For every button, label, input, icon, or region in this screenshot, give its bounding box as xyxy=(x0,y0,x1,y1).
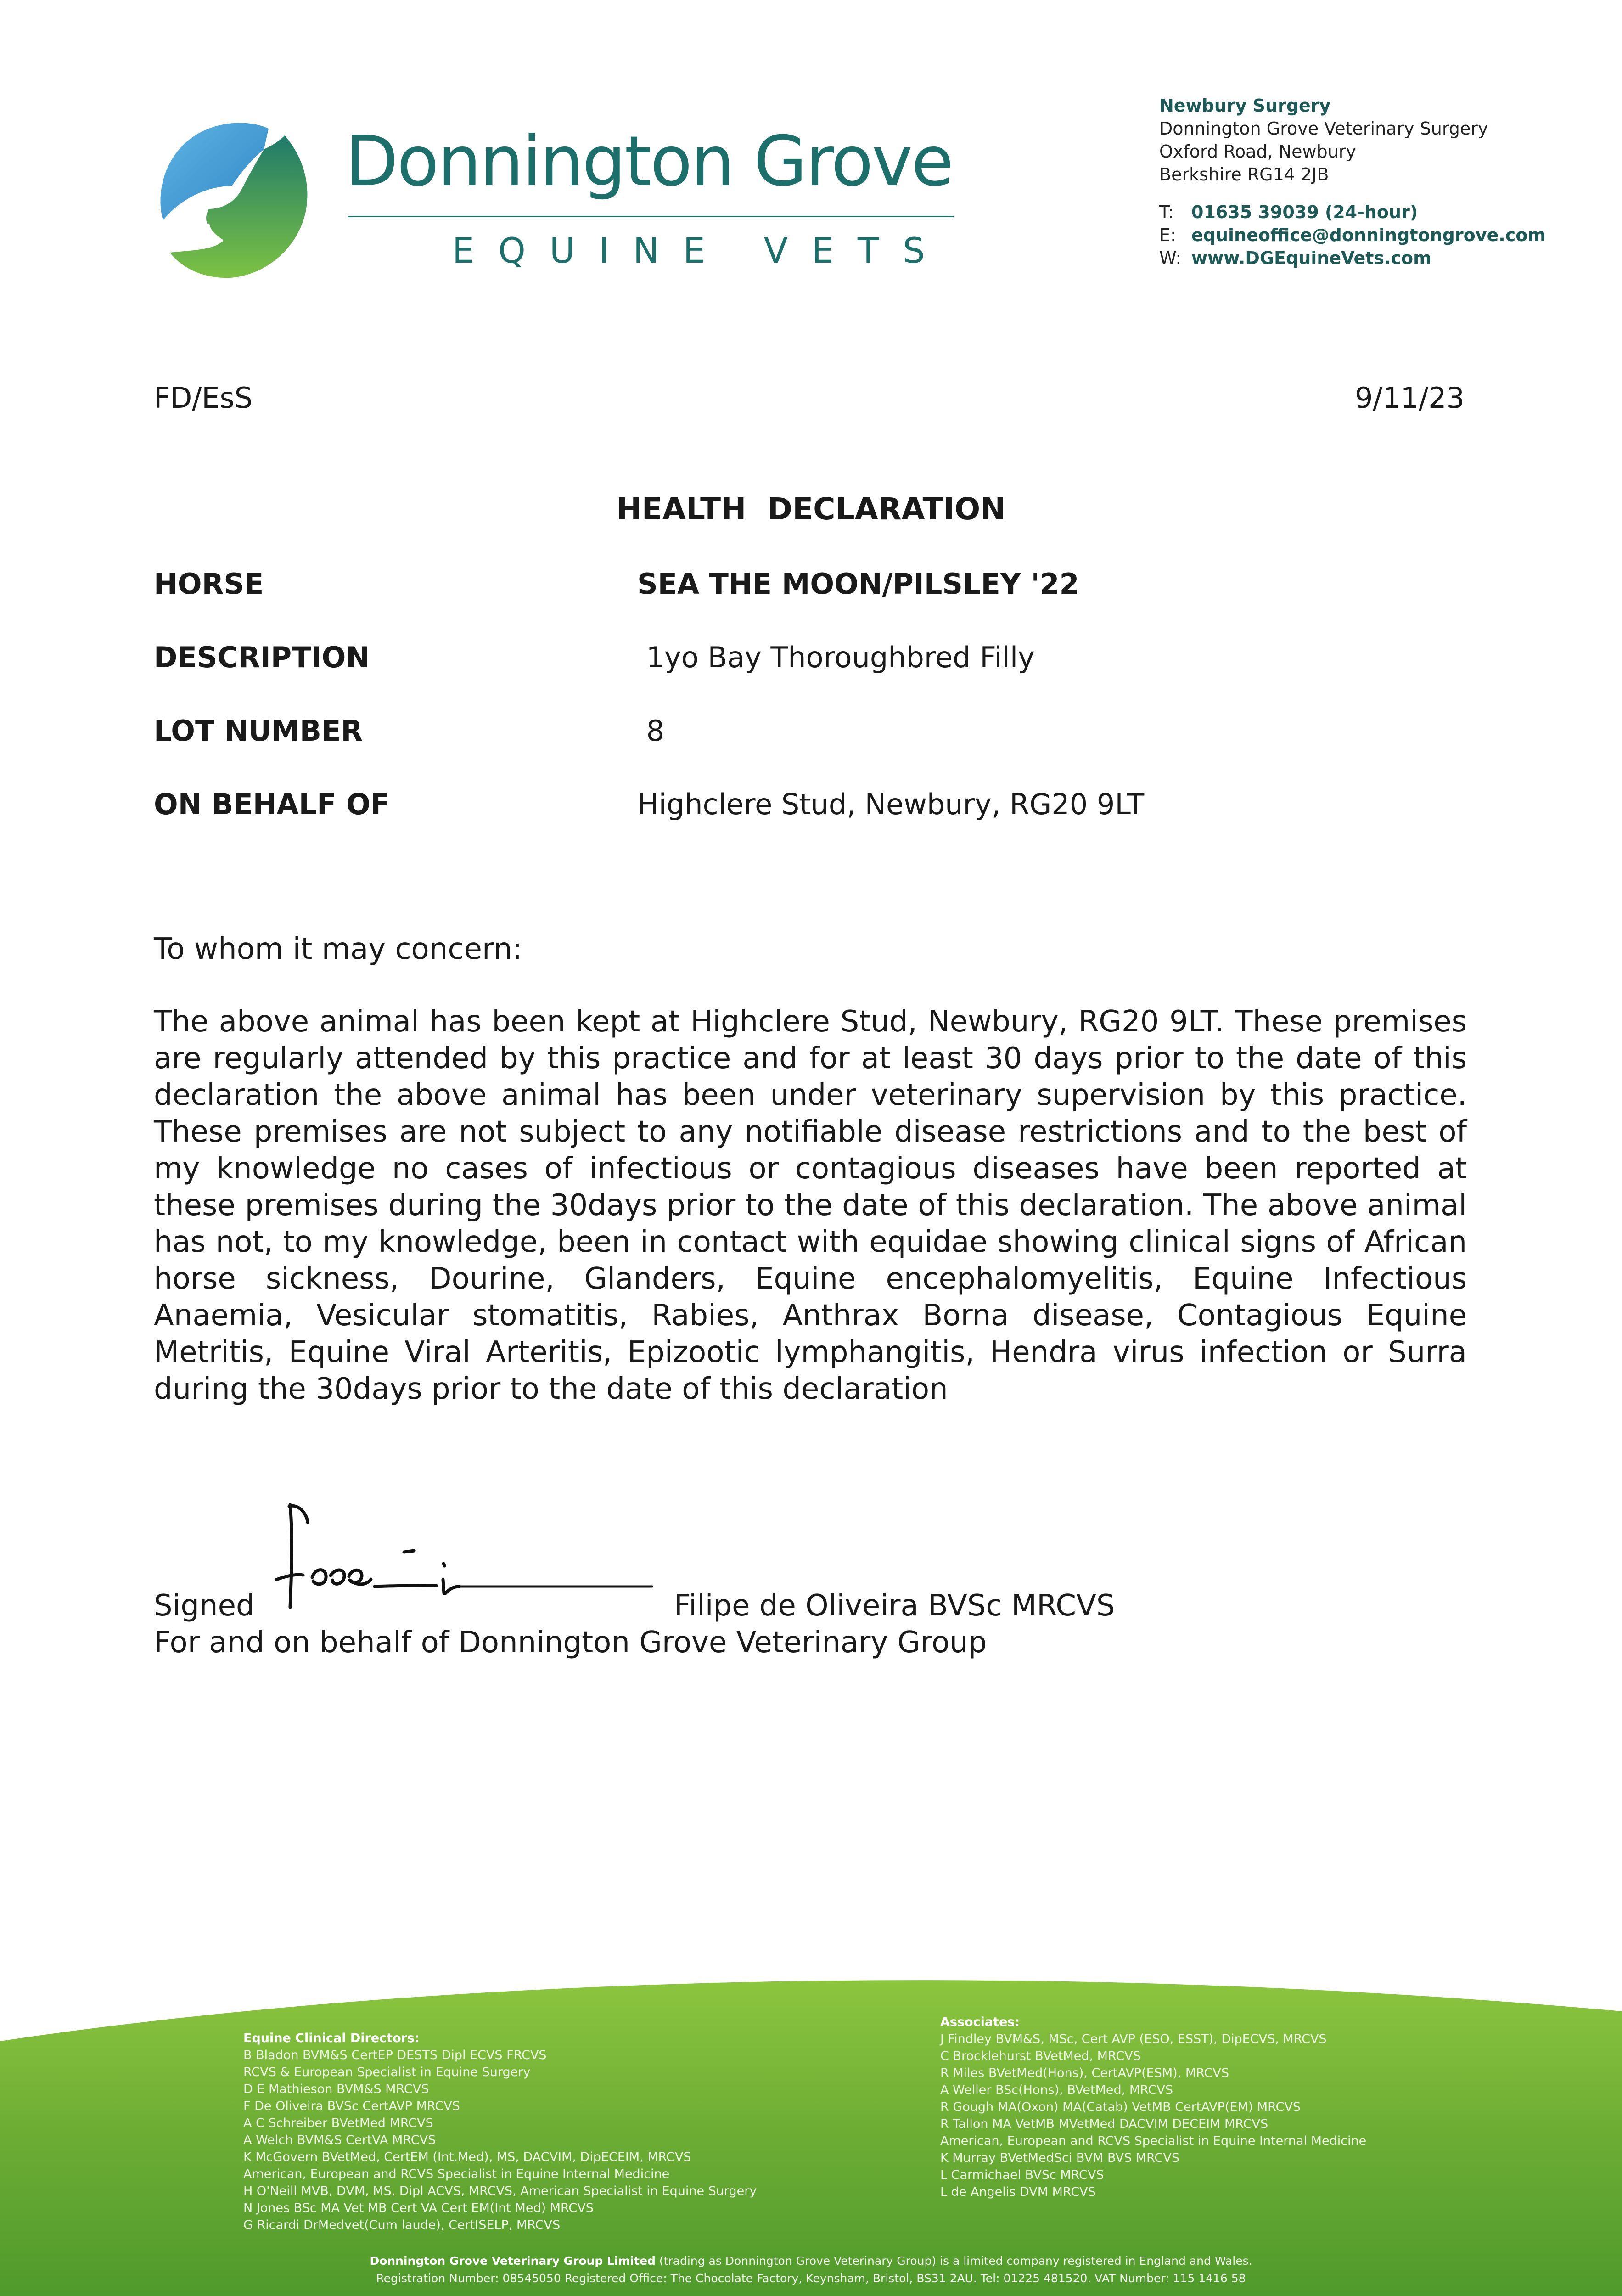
director-entry: A Welch BVM&S CertVA MRCVS xyxy=(243,2133,436,2147)
associates-heading: Associates: xyxy=(940,2015,1020,2029)
salutation: To whom it may concern: xyxy=(154,932,522,966)
director-entry: B Bladon BVM&S CertEP DESTS Dipl ECVS FRCVS xyxy=(243,2048,547,2062)
company-line xyxy=(0,2252,1622,2270)
web-label: W: xyxy=(1159,248,1182,268)
handwritten-signature xyxy=(271,1495,657,1623)
director-entry: D E Mathieson BVM&S MRCVS xyxy=(243,2082,429,2096)
signed-label: Signed xyxy=(154,1589,255,1623)
document-title xyxy=(0,491,1622,527)
detail-label: HORSE xyxy=(154,567,264,601)
detail-value: SEA THE MOON/PILSLEY '22 xyxy=(637,567,1079,601)
associate-entry: L de Angelis DVM MRCVS xyxy=(940,2185,1096,2199)
detail-row-lot-number xyxy=(154,714,1467,788)
associate-entry: K Murray BVetMedSci BVM BVS MRCVS xyxy=(940,2151,1180,2165)
associate-entry: J Findley BVM&S, MSc, Cert AVP (ESO, ESST), DipECVS, MRCVS xyxy=(940,2032,1327,2046)
detail-label: ON BEHALF OF xyxy=(154,788,390,821)
detail-label: DESCRIPTION xyxy=(154,641,370,674)
associate-entry: R Tallon MA VetMB MVetMed DACVIM DECEIM MRCVS xyxy=(940,2117,1268,2131)
director-entry: N Jones BSc MA Vet MB Cert VA Cert EM(Int Med) MRCVS xyxy=(243,2201,594,2215)
on-behalf-line: For and on behalf of Donnington Grove Veterinary Group xyxy=(154,1626,987,1660)
director-entry: F De Oliveira BVSc CertAVP MRCVS xyxy=(243,2099,460,2113)
director-entry: K McGovern BVetMed, CertEM (Int.Med), MS, DACVIM, DipECEIM, MRCVS xyxy=(243,2150,691,2164)
email-link[interactable]: equineoffice@donningtongrove.com xyxy=(1191,225,1546,245)
email-label: E: xyxy=(1159,225,1176,245)
detail-row-description xyxy=(154,641,1467,714)
associate-entry: R Miles BVetMed(Hons), CertAVP(ESM), MRCVS xyxy=(940,2066,1229,2080)
reference-code: FD/EsS xyxy=(154,381,253,415)
address-line: Donnington Grove Veterinary Surgery xyxy=(1159,118,1488,139)
director-entry: American, European and RCVS Specialist in Equine Internal Medicine xyxy=(243,2167,670,2181)
associates-list xyxy=(940,2014,1366,2200)
brand-divider xyxy=(348,216,954,217)
document-title-text: HEALTH DECLARATION xyxy=(616,491,1006,527)
detail-value: 8 xyxy=(637,714,665,748)
detail-value: Highclere Stud, Newbury, RG20 9LT xyxy=(637,788,1145,821)
website-link[interactable]: www.DGEquineVets.com xyxy=(1191,248,1431,268)
company-line-text: (trading as Donnington Grove Veterinary Group) is a limited company registered in England and Wales. xyxy=(655,2254,1252,2268)
declaration-body: The above animal has been kept at Highclere Stud, Newbury, RG20 9LT. These premises are regularly attended by this practice and for at least 30 days prior to the date of this declaration the above animal has been under veterinary supervision by this practice. These premises are not subject to any notifiable disease restrictions and to the best of my knowledge no cases of infectious or contagious diseases have been reported at these premises during the 30days prior to the date of this declaration. The above animal has not, to my knowledge, been in contact with equidae showing clinical signs of African horse sickness, Dourine, Glanders, Equine encephalomyelitis, Equine Infectious Anaemia, Vesicular stomatitis, Rabies, Anthrax Borna disease, Contagious Equine Metritis, Equine Viral Arteritis, Epizootic lymphangitis, Hendra virus infection or Surra during the 30days prior to the date of this declaration xyxy=(154,1005,1467,1406)
detail-row-horse xyxy=(154,567,1467,641)
brand-tagline: EQUINE VETS xyxy=(452,230,949,271)
legal-notice xyxy=(0,2252,1622,2287)
surgery-name: Newbury Surgery xyxy=(1159,96,1331,116)
web-row xyxy=(1159,247,1546,270)
detail-label: LOT NUMBER xyxy=(154,714,363,748)
address-line: Oxford Road, Newbury xyxy=(1159,141,1356,162)
telephone-label: T: xyxy=(1159,202,1174,222)
associate-entry: A Weller BSc(Hons), BVetMed, MRCVS xyxy=(940,2083,1173,2097)
associate-entry: C Brocklehurst BVetMed, MRCVS xyxy=(940,2049,1141,2063)
document-date: 9/11/23 xyxy=(1354,381,1465,415)
director-entry: H O'Neill MVB, DVM, MS, Dipl ACVS, MRCVS, American Specialist in Equine Surgery xyxy=(243,2184,757,2198)
directors-list xyxy=(243,2030,757,2234)
brand-name: Donnington Grove xyxy=(345,122,953,202)
director-entry: RCVS & European Specialist in Equine Surgery xyxy=(243,2065,531,2079)
associate-entry: R Gough MA(Oxon) MA(Catab) VetMB CertAVP(EM) MRCVS xyxy=(940,2100,1301,2114)
detail-row-on-behalf-of xyxy=(154,788,1467,861)
declaration-details xyxy=(154,567,1467,861)
director-entry: G Ricardi DrMedvet(Cum laude), CertISELP, MRCVS xyxy=(243,2218,561,2232)
email-row xyxy=(1159,224,1546,247)
telephone-number[interactable]: 01635 39039 (24-hour) xyxy=(1191,202,1418,222)
director-entry: A C Schreiber BVetMed MRCVS xyxy=(243,2116,433,2130)
company-name: Donnington Grove Veterinary Group Limited xyxy=(370,2254,656,2268)
detail-value: 1yo Bay Thoroughbred Filly xyxy=(637,641,1035,674)
associate-entry: L Carmichael BVSc MRCVS xyxy=(940,2168,1104,2182)
telephone-row xyxy=(1159,201,1546,224)
brand-logo-icon xyxy=(154,117,321,280)
directors-heading: Equine Clinical Directors: xyxy=(243,2031,420,2045)
associate-entry: American, European and RCVS Specialist in Equine Internal Medicine xyxy=(940,2134,1367,2148)
registration-line: Registration Number: 08545050 Registered Office: The Chocolate Factory, Keynsham, Bristol, BS31 2AU. Tel: 01225 481520. VAT Number: 115 1416 58 xyxy=(376,2272,1246,2285)
address-line: Berkshire RG14 2JB xyxy=(1159,164,1329,185)
signer-name: Filipe de Oliveira BVSc MRCVS xyxy=(674,1589,1115,1623)
contact-block xyxy=(1159,94,1546,270)
